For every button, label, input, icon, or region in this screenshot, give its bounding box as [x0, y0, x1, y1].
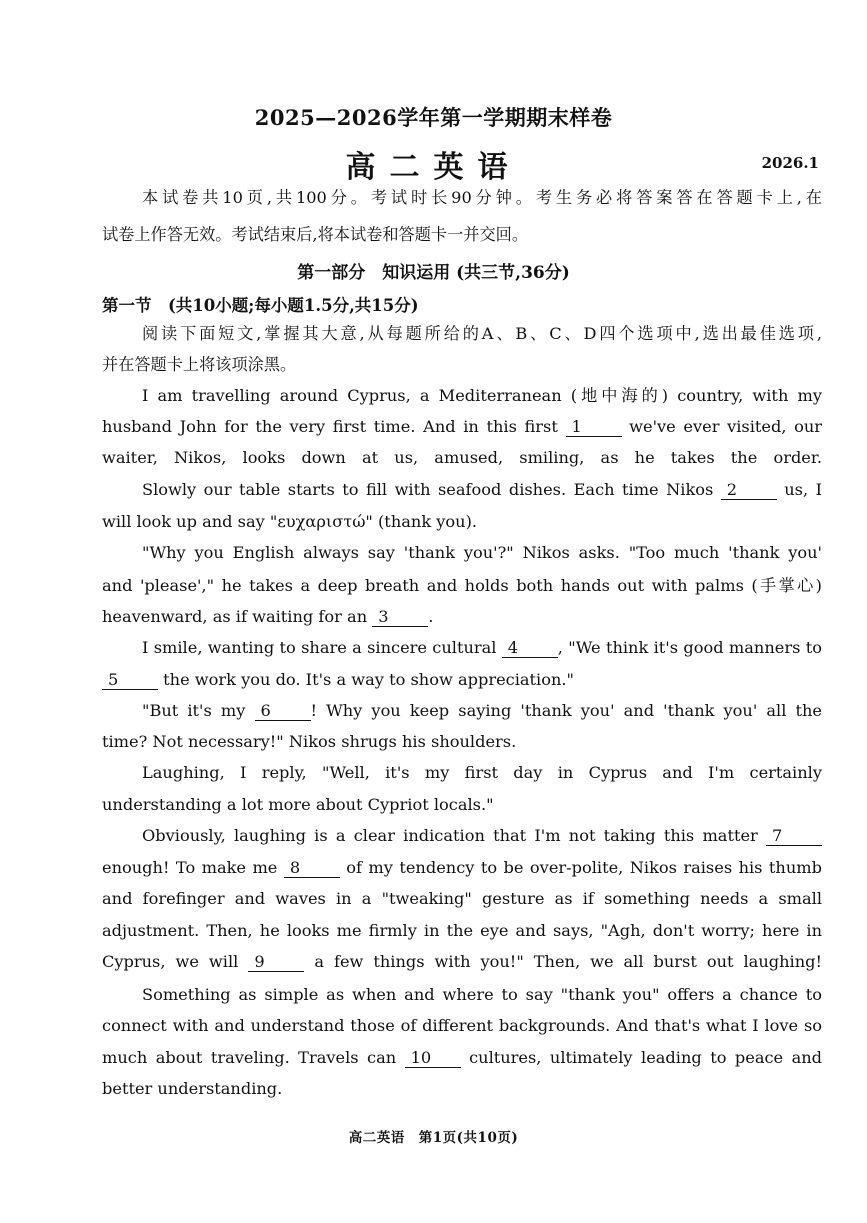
- directions-line-1: 阅读下面短文,掌握其大意,从每题所给的A、B、C、D四个选项中,选出最佳选项,: [142, 324, 822, 343]
- passage-line-7: and 'please'," he takes a deep breath and holds both hands out with palms (手掌心): [102, 576, 822, 595]
- passage-text: Cyprus, we will: [102, 952, 239, 971]
- passage-text: .: [428, 607, 434, 626]
- passage-text: much about traveling. Travels can: [102, 1048, 397, 1067]
- blank-10: 10: [405, 1049, 461, 1068]
- passage-text: cultures, ultimately leading to peace and: [469, 1048, 823, 1067]
- part-one-title: 第一部分 知识运用 (共三节,36分): [297, 263, 570, 283]
- blank-9: 9: [248, 953, 304, 972]
- passage-line-20: Something as simple as when and where to say "thank you" offers a chance to: [142, 985, 822, 1004]
- passage-line-19: [102, 952, 822, 972]
- page-footer: 高二英语 第1页(共10页): [348, 1130, 519, 1146]
- passage-text: enough! To make me: [102, 858, 278, 877]
- subject-row: [0, 142, 867, 185]
- passage-line-8: [102, 607, 822, 627]
- passage-text: us, I: [784, 480, 822, 499]
- exam-title: 2025—2026学年第一学期期末样卷: [254, 105, 613, 130]
- passage-text: Slowly our table starts to fill with seafood dishes. Each time Nikos: [142, 480, 714, 499]
- blank-6: 6: [255, 702, 311, 721]
- passage-line-5: will look up and say "ευχαριστώ" (thank you).: [102, 512, 478, 531]
- passage-line-4: [102, 480, 822, 500]
- passage-text: heavenward, as if waiting for an: [102, 607, 368, 626]
- passage-line-22: [102, 1048, 822, 1068]
- passage-line-23: better understanding.: [102, 1079, 283, 1098]
- passage-line-14: understanding a lot more about Cypriot locals.": [102, 795, 494, 814]
- passage-line-10: [102, 670, 822, 690]
- blank-7: 7: [766, 827, 822, 846]
- blank-5: 5: [102, 671, 158, 690]
- passage-text: a few things with you!" Then, we all burst out laughing!: [314, 952, 823, 971]
- instructions-line-1: 本试卷共10页,共100分。考试时长90分钟。考生务必将答案答在答题卡上,在: [142, 188, 822, 207]
- passage-line-13: Laughing, I reply, "Well, it's my first day in Cyprus and I'm certainly: [142, 763, 822, 782]
- passage-text: Obviously, laughing is a clear indication that I'm not taking this matter: [142, 826, 758, 845]
- passage-line-3: waiter, Nikos, looks down at us, amused, smiling, as he takes the order.: [102, 448, 822, 467]
- section-one-title: 第一节 (共10小题;每小题1.5分,共15分): [102, 296, 419, 315]
- passage-line-17: and forefinger and waves in a "tweaking" gesture as if something needs a small: [102, 889, 822, 908]
- instructions-line-2: 试卷上作答无效。考试结束后,将本试卷和答题卡一并交回。: [102, 225, 529, 244]
- passage-line-12: time? Not necessary!" Nikos shrugs his shoulders.: [102, 732, 517, 751]
- subject-title: 高二英语: [345, 150, 522, 185]
- passage-line-16: [102, 858, 822, 878]
- passage-line-6: "Why you English always say 'thank you'?" Nikos asks. "Too much 'thank you': [142, 543, 822, 562]
- passage-text: "But it's my: [142, 701, 246, 720]
- passage-line-15: [102, 826, 822, 846]
- passage-text: of my tendency to be over-polite, Nikos raises his thumb: [346, 858, 822, 877]
- blank-3: 3: [372, 608, 428, 627]
- passage-line-2: [102, 417, 822, 437]
- passage-text: the work you do. It's a way to show appreciation.": [163, 670, 574, 689]
- passage-text: husband John for the very first time. And in this first: [102, 417, 558, 436]
- blank-2: 2: [721, 481, 777, 500]
- blank-1: 1: [566, 418, 622, 437]
- passage-line-9: [102, 638, 822, 658]
- passage-line-21: connect with and understand those of different backgrounds. And that's what I love so: [102, 1016, 822, 1035]
- exam-date: 2026.1: [761, 154, 819, 172]
- blank-4: 4: [502, 639, 558, 658]
- passage-text: we've ever visited, our: [629, 417, 823, 436]
- passage-line-1: I am travelling around Cyprus, a Mediterranean (地中海的) country, with my: [142, 386, 822, 405]
- passage-text: ! Why you keep saying 'thank you' and 'thank you' all the: [310, 701, 823, 720]
- blank-8: 8: [284, 859, 340, 878]
- passage-line-11: [102, 701, 822, 721]
- directions-line-2: 并在答题卡上将该项涂黑。: [102, 355, 297, 374]
- passage-text: I smile, wanting to share a sincere cultural: [142, 638, 497, 657]
- passage-line-18: adjustment. Then, he looks me firmly in the eye and says, "Agh, don't worry; here in: [102, 921, 822, 940]
- passage-text: , "We think it's good manners to: [557, 638, 822, 657]
